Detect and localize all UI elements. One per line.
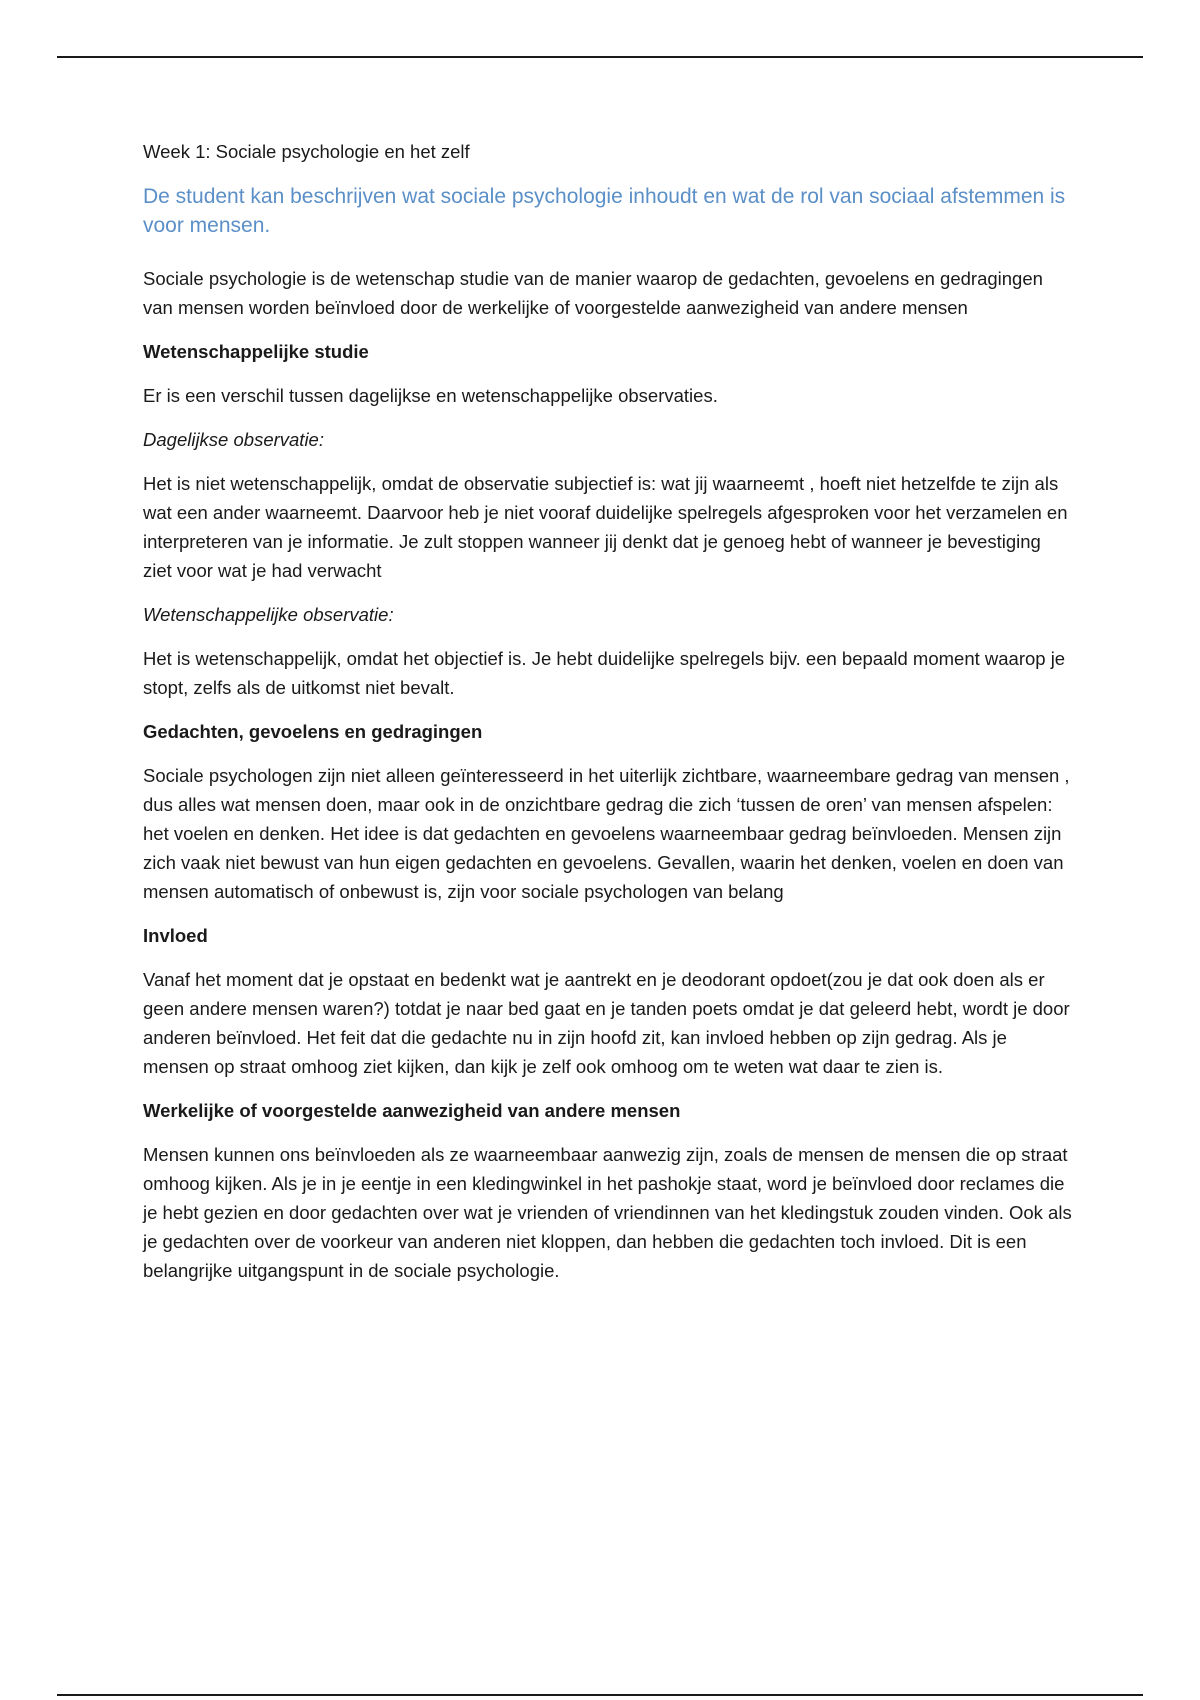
- daily-observation-paragraph: Het is niet wetenschappelijk, omdat de observatie subjectief is: wat jij waarneemt , hoeft niet hetzelfde te zijn als wat een ander waarneemt. Daarvoor heb je niet vooraf duidelijke spelregels afgesproken voor het verzamelen en interpreteren van je informatie. Je zult stoppen wanneer jij denkt dat je genoeg hebt of wanneer je bevestiging ziet voor wat je had verwacht: [143, 473, 1068, 581]
- section-heading-gedachten: Gedachten, gevoelens en gedragingen: [143, 721, 483, 742]
- thoughts-paragraph: Sociale psychologen zijn niet alleen geïnteresseerd in het uiterlijk zichtbare, waarneembare gedrag van mensen , dus alles wat mensen doen, maar ook in de onzichtbare gedrag die zich ‘tussen de oren’ van mensen afspelen: het voelen en denken. Het idee is dat gedachten en gevoelens waarneembaar gedrag beïnvloeden. Mensen zijn zich vaak niet bewust van hun eigen gedachten en gevoelens. Gevallen, waarin het denken, voelen en doen van mensen automatisch of onbewust is, zijn voor sociale psychologen van belang: [143, 765, 1070, 902]
- scientific-observation-paragraph: Het is wetenschappelijk, omdat het objectief is. Je hebt duidelijke spelregels bijv. een bepaald moment waarop je stopt, zelfs als de uitkomst niet bevalt.: [143, 648, 1066, 698]
- page-title: Week 1: Sociale psychologie en het zelf: [143, 141, 470, 162]
- section-heading-aanwezigheid: Werkelijke of voorgestelde aanwezigheid van andere mensen: [143, 1100, 681, 1121]
- influence-paragraph: Vanaf het moment dat je opstaat en bedenkt wat je aantrekt en je deodorant opdoet(zou je dat ook doen als er geen andere mensen waren?) totdat je naar bed gaat en je tanden poets omdat je dat geleerd hebt, wordt je door anderen beïnvloed. Het feit dat die gedachte nu in zijn hoofd zit, kan invloed hebben op zijn gedrag. Als je mensen op straat omhoog ziet kijken, dan kijk je zelf ook omhoog om te weten wat daar te zien is.: [143, 969, 1070, 1077]
- presence-paragraph: Mensen kunnen ons beïnvloeden als ze waarneembaar aanwezig zijn, zoals de mensen de mensen die op straat omhoog kijken. Als je in je eentje in een kledingwinkel in het pashokje staat, word je beïnvloed door reclames die je hebt gezien en door gedachten over wat je vrienden of vriendinnen van het kledingstuk zouden vinden. Ook als je gedachten over de voorkeur van anderen niet kloppen, dan hebben die gedachten toch invloed. Dit is een belangrijke uitgangspunt in de sociale psychologie.: [143, 1144, 1072, 1281]
- document-body: [143, 138, 1073, 1300]
- bottom-divider: [57, 1694, 1143, 1696]
- daily-observation-label: Dagelijkse observatie:: [143, 429, 324, 450]
- learning-objective: De student kan beschrijven wat sociale psychologie inhoudt en wat de rol van sociaal afstemmen is voor mensen.: [143, 185, 1066, 237]
- intro-paragraph: Sociale psychologie is de wetenschap studie van de manier waarop de gedachten, gevoelens en gedragingen van mensen worden beïnvloed door de werkelijke of voorgestelde aanwezigheid van andere mensen: [143, 268, 1043, 318]
- section-heading-invloed: Invloed: [143, 925, 208, 946]
- top-divider: [57, 56, 1143, 58]
- section-heading-wetenschappelijke-studie: Wetenschappelijke studie: [143, 341, 369, 362]
- scientific-observation-label: Wetenschappelijke observatie:: [143, 604, 394, 625]
- section-paragraph-observaties: Er is een verschil tussen dagelijkse en wetenschappelijke observaties.: [143, 385, 718, 406]
